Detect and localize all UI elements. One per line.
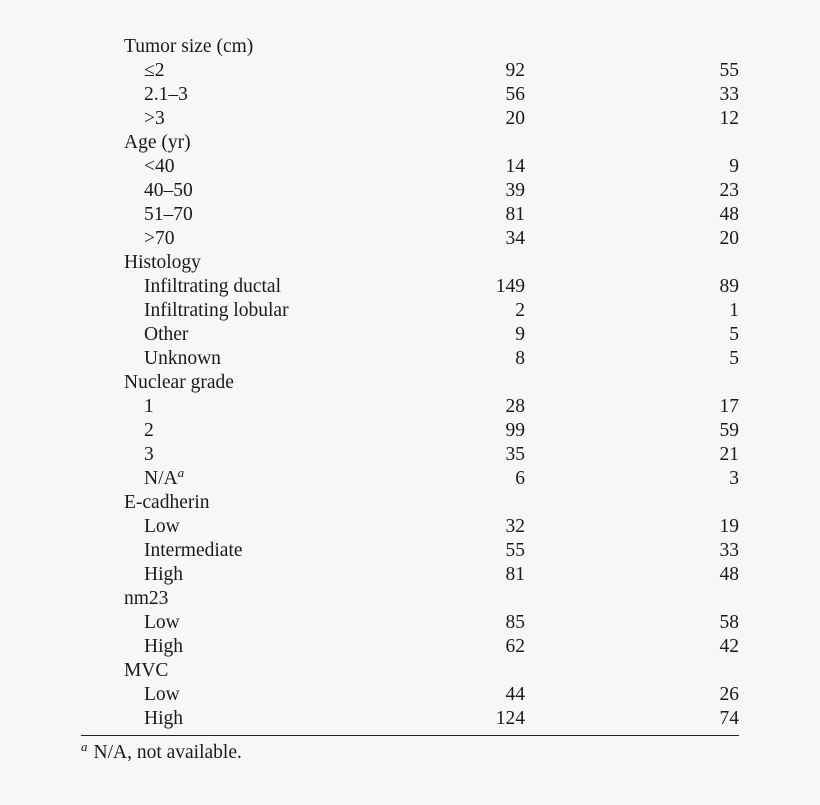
row-label	[144, 395, 154, 419]
label-text: 51–70	[144, 204, 193, 225]
value-col-1: 55	[505, 540, 525, 561]
value-col-2: 89	[719, 276, 739, 297]
row-label	[144, 611, 180, 635]
group-label	[124, 371, 234, 395]
value-col-2: 48	[719, 564, 739, 585]
footnote-ref: a	[177, 465, 185, 480]
row-label	[144, 83, 188, 107]
value-col-1: 32	[505, 516, 525, 537]
label-text: Tumor size (cm)	[124, 36, 254, 57]
value-col-1: 35	[505, 444, 525, 465]
value-col-2: 5	[729, 324, 739, 345]
table-row	[0, 467, 820, 491]
value-col-1: 62	[505, 636, 525, 657]
label-text: ≤2	[144, 60, 165, 81]
value-col-2: 1	[729, 300, 739, 321]
value-col-2: 5	[729, 348, 739, 369]
row-label	[144, 467, 184, 491]
label-text: 40–50	[144, 180, 193, 201]
value-col-1: 85	[505, 612, 525, 633]
row-label	[144, 203, 193, 227]
table-row	[0, 707, 820, 731]
table-bottom-rule	[81, 735, 739, 736]
label-text: Unknown	[144, 348, 221, 369]
value-col-2: 55	[719, 60, 739, 81]
row-label	[144, 155, 175, 179]
group-header-row	[0, 251, 820, 275]
label-text: Intermediate	[144, 540, 243, 561]
value-col-2: 9	[729, 156, 739, 177]
group-header-row	[0, 659, 820, 683]
row-label	[144, 419, 154, 443]
value-col-1: 81	[505, 564, 525, 585]
value-col-2: 23	[719, 180, 739, 201]
row-label	[144, 707, 183, 731]
label-text: nm23	[124, 588, 169, 609]
group-label	[124, 491, 210, 515]
group-header-row	[0, 587, 820, 611]
group-header-row	[0, 35, 820, 59]
label-text: Histology	[124, 252, 201, 273]
row-label	[144, 59, 164, 83]
group-label	[124, 587, 168, 611]
value-col-1: 56	[505, 84, 525, 105]
row-label	[144, 443, 154, 467]
row-label	[144, 275, 281, 299]
footnote-text: N/A, not available.	[93, 742, 242, 763]
value-col-1: 92	[505, 60, 525, 81]
value-col-2: 42	[719, 636, 739, 657]
label-text: 3	[144, 444, 154, 465]
value-col-1: 99	[505, 420, 525, 441]
data-table	[0, 35, 820, 731]
value-col-1: 8	[515, 348, 525, 369]
label-text: >3	[144, 108, 165, 129]
footnote	[81, 741, 242, 765]
label-text: >70	[144, 228, 175, 249]
value-col-1: 39	[505, 180, 525, 201]
row-label	[144, 107, 165, 131]
value-col-1: 14	[505, 156, 525, 177]
row-label	[144, 563, 183, 587]
value-col-2: 26	[719, 684, 739, 705]
label-text: Infiltrating ductal	[144, 276, 281, 297]
label-text: N/A	[144, 468, 178, 489]
value-col-1: 6	[515, 468, 525, 489]
group-label	[124, 35, 253, 59]
label-text: High	[144, 708, 183, 729]
row-label	[144, 539, 243, 563]
label-text: Other	[144, 324, 189, 345]
row-label	[144, 299, 289, 323]
value-col-2: 19	[719, 516, 739, 537]
group-label	[124, 251, 201, 275]
row-label	[144, 683, 180, 707]
value-col-1: 149	[495, 276, 525, 297]
label-text: High	[144, 636, 183, 657]
table-row	[0, 299, 820, 323]
table-row	[0, 155, 820, 179]
table-row	[0, 83, 820, 107]
table-row	[0, 515, 820, 539]
label-text: <40	[144, 156, 175, 177]
label-text: MVC	[124, 660, 169, 681]
label-text: Infiltrating lobular	[144, 300, 289, 321]
label-text: E-cadherin	[124, 492, 210, 513]
value-col-2: 48	[719, 204, 739, 225]
value-col-1: 2	[515, 300, 525, 321]
table-row	[0, 203, 820, 227]
table-row	[0, 539, 820, 563]
row-label	[144, 179, 193, 203]
value-col-2: 58	[719, 612, 739, 633]
label-text: Low	[144, 516, 180, 537]
label-text: High	[144, 564, 183, 585]
value-col-2: 17	[719, 396, 739, 417]
label-text: Low	[144, 612, 180, 633]
group-header-row	[0, 371, 820, 395]
label-text: Low	[144, 684, 180, 705]
group-label	[124, 659, 168, 683]
table-row	[0, 107, 820, 131]
value-col-1: 44	[505, 684, 525, 705]
row-label	[144, 635, 183, 659]
table-row	[0, 635, 820, 659]
value-col-1: 20	[505, 108, 525, 129]
table-row	[0, 419, 820, 443]
table-row	[0, 611, 820, 635]
value-col-2: 3	[729, 468, 739, 489]
table-row	[0, 347, 820, 371]
value-col-2: 33	[719, 540, 739, 561]
value-col-1: 34	[505, 228, 525, 249]
row-label	[144, 323, 188, 347]
value-col-2: 20	[719, 228, 739, 249]
table-row	[0, 227, 820, 251]
value-col-2: 21	[719, 444, 739, 465]
label-text: 2	[144, 420, 154, 441]
group-header-row	[0, 491, 820, 515]
label-text: 2.1–3	[144, 84, 188, 105]
value-col-1: 28	[505, 396, 525, 417]
label-text: Age (yr)	[124, 132, 191, 153]
group-label	[124, 131, 191, 155]
table-row	[0, 275, 820, 299]
table-row	[0, 59, 820, 83]
value-col-2: 74	[719, 708, 739, 729]
table-row	[0, 443, 820, 467]
label-text: Nuclear grade	[124, 372, 234, 393]
value-col-1: 124	[495, 708, 525, 729]
table-row	[0, 563, 820, 587]
value-col-1: 9	[515, 324, 525, 345]
value-col-2: 59	[719, 420, 739, 441]
table-row	[0, 683, 820, 707]
table-row	[0, 323, 820, 347]
value-col-2: 12	[719, 108, 739, 129]
row-label	[144, 227, 175, 251]
table-row	[0, 179, 820, 203]
value-col-1: 81	[505, 204, 525, 225]
group-header-row	[0, 131, 820, 155]
table-row	[0, 395, 820, 419]
label-text: 1	[144, 396, 154, 417]
value-col-2: 33	[719, 84, 739, 105]
row-label	[144, 515, 180, 539]
footnote-marker: a	[81, 739, 88, 754]
row-label	[144, 347, 221, 371]
